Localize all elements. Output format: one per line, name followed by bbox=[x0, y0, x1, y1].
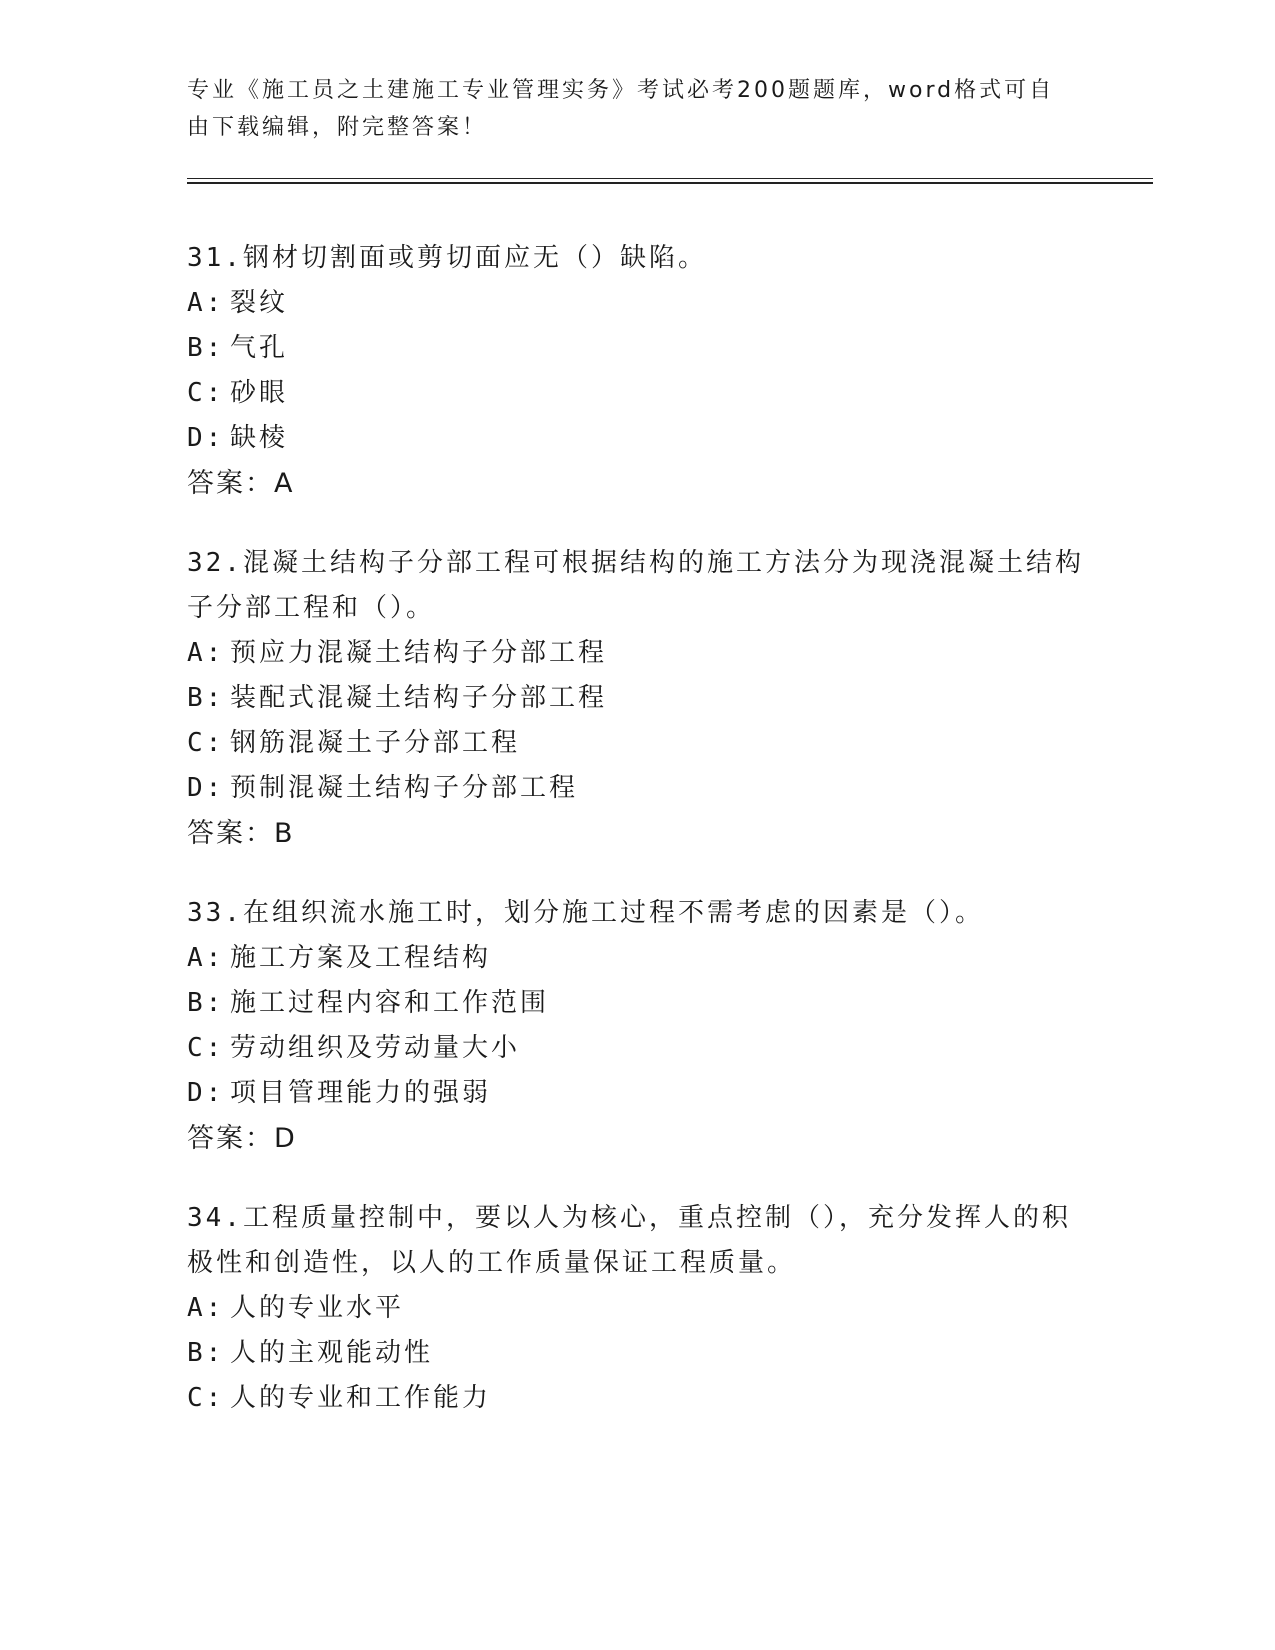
question-list bbox=[187, 236, 1087, 1456]
option-text: 劳动组织及劳动量大小 bbox=[230, 1033, 521, 1063]
option-key: C: bbox=[187, 728, 225, 758]
option-key: C: bbox=[187, 1033, 225, 1063]
answer-line: 答案：D bbox=[187, 1123, 297, 1154]
question-text: 34.工程质量控制中，要以人为核心，重点控制（），充分发挥人的积极性和创造性，以人的工作质量保证工程质量。 bbox=[187, 1203, 1071, 1278]
answer-line: 答案：A bbox=[187, 468, 295, 499]
option-text: 人的专业和工作能力 bbox=[230, 1383, 492, 1413]
option-c bbox=[187, 1026, 1087, 1071]
option-a bbox=[187, 631, 1087, 676]
question-32 bbox=[187, 541, 1087, 856]
option-text: 项目管理能力的强弱 bbox=[230, 1078, 492, 1108]
option-key: C: bbox=[187, 1383, 225, 1413]
option-a bbox=[187, 1286, 1087, 1331]
option-text: 砂眼 bbox=[230, 378, 289, 408]
option-c bbox=[187, 1376, 1087, 1421]
question-34 bbox=[187, 1196, 1087, 1421]
option-d bbox=[187, 416, 1087, 461]
question-text: 31.钢材切割面或剪切面应无（）缺陷。 bbox=[187, 243, 707, 273]
option-a bbox=[187, 281, 1087, 326]
question-text: 33.在组织流水施工时，划分施工过程不需考虑的因素是（）。 bbox=[187, 898, 984, 928]
header-text: 专业《施工员之土建施工专业管理实务》考试必考200题题库，word格式可自由下载编辑，附完整答案！ bbox=[187, 78, 1055, 140]
option-key: D: bbox=[187, 1078, 225, 1108]
option-c bbox=[187, 721, 1087, 766]
option-key: A: bbox=[187, 1293, 225, 1323]
option-text: 预应力混凝土结构子分部工程 bbox=[230, 638, 608, 668]
option-c bbox=[187, 371, 1087, 416]
question-31 bbox=[187, 236, 1087, 506]
option-b bbox=[187, 676, 1087, 721]
option-text: 施工方案及工程结构 bbox=[230, 943, 492, 973]
option-text: 装配式混凝土结构子分部工程 bbox=[230, 683, 608, 713]
question-33 bbox=[187, 891, 1087, 1161]
option-key: A: bbox=[187, 288, 225, 318]
option-key: B: bbox=[187, 683, 225, 713]
option-key: B: bbox=[187, 988, 225, 1018]
option-key: A: bbox=[187, 638, 225, 668]
option-b bbox=[187, 1331, 1087, 1376]
option-b bbox=[187, 326, 1087, 371]
option-text: 缺棱 bbox=[230, 423, 289, 453]
option-text: 人的专业水平 bbox=[230, 1293, 405, 1323]
option-text: 气孔 bbox=[230, 333, 289, 363]
option-text: 裂纹 bbox=[230, 288, 289, 318]
option-text: 钢筋混凝土子分部工程 bbox=[230, 728, 521, 758]
question-text: 32.混凝土结构子分部工程可根据结构的施工方法分为现浇混凝土结构子分部工程和（）。 bbox=[187, 548, 1084, 623]
document-header bbox=[187, 72, 1077, 146]
option-key: A: bbox=[187, 943, 225, 973]
option-text: 预制混凝土结构子分部工程 bbox=[230, 773, 579, 803]
option-d bbox=[187, 1071, 1087, 1116]
option-b bbox=[187, 981, 1087, 1026]
option-key: D: bbox=[187, 773, 225, 803]
option-key: B: bbox=[187, 1338, 225, 1368]
option-text: 施工过程内容和工作范围 bbox=[230, 988, 550, 1018]
option-key: C: bbox=[187, 378, 225, 408]
option-d bbox=[187, 766, 1087, 811]
header-divider bbox=[187, 178, 1153, 184]
option-text: 人的主观能动性 bbox=[230, 1338, 434, 1368]
option-key: B: bbox=[187, 333, 225, 363]
option-key: D: bbox=[187, 423, 225, 453]
option-a bbox=[187, 936, 1087, 981]
answer-line: 答案：B bbox=[187, 818, 295, 849]
